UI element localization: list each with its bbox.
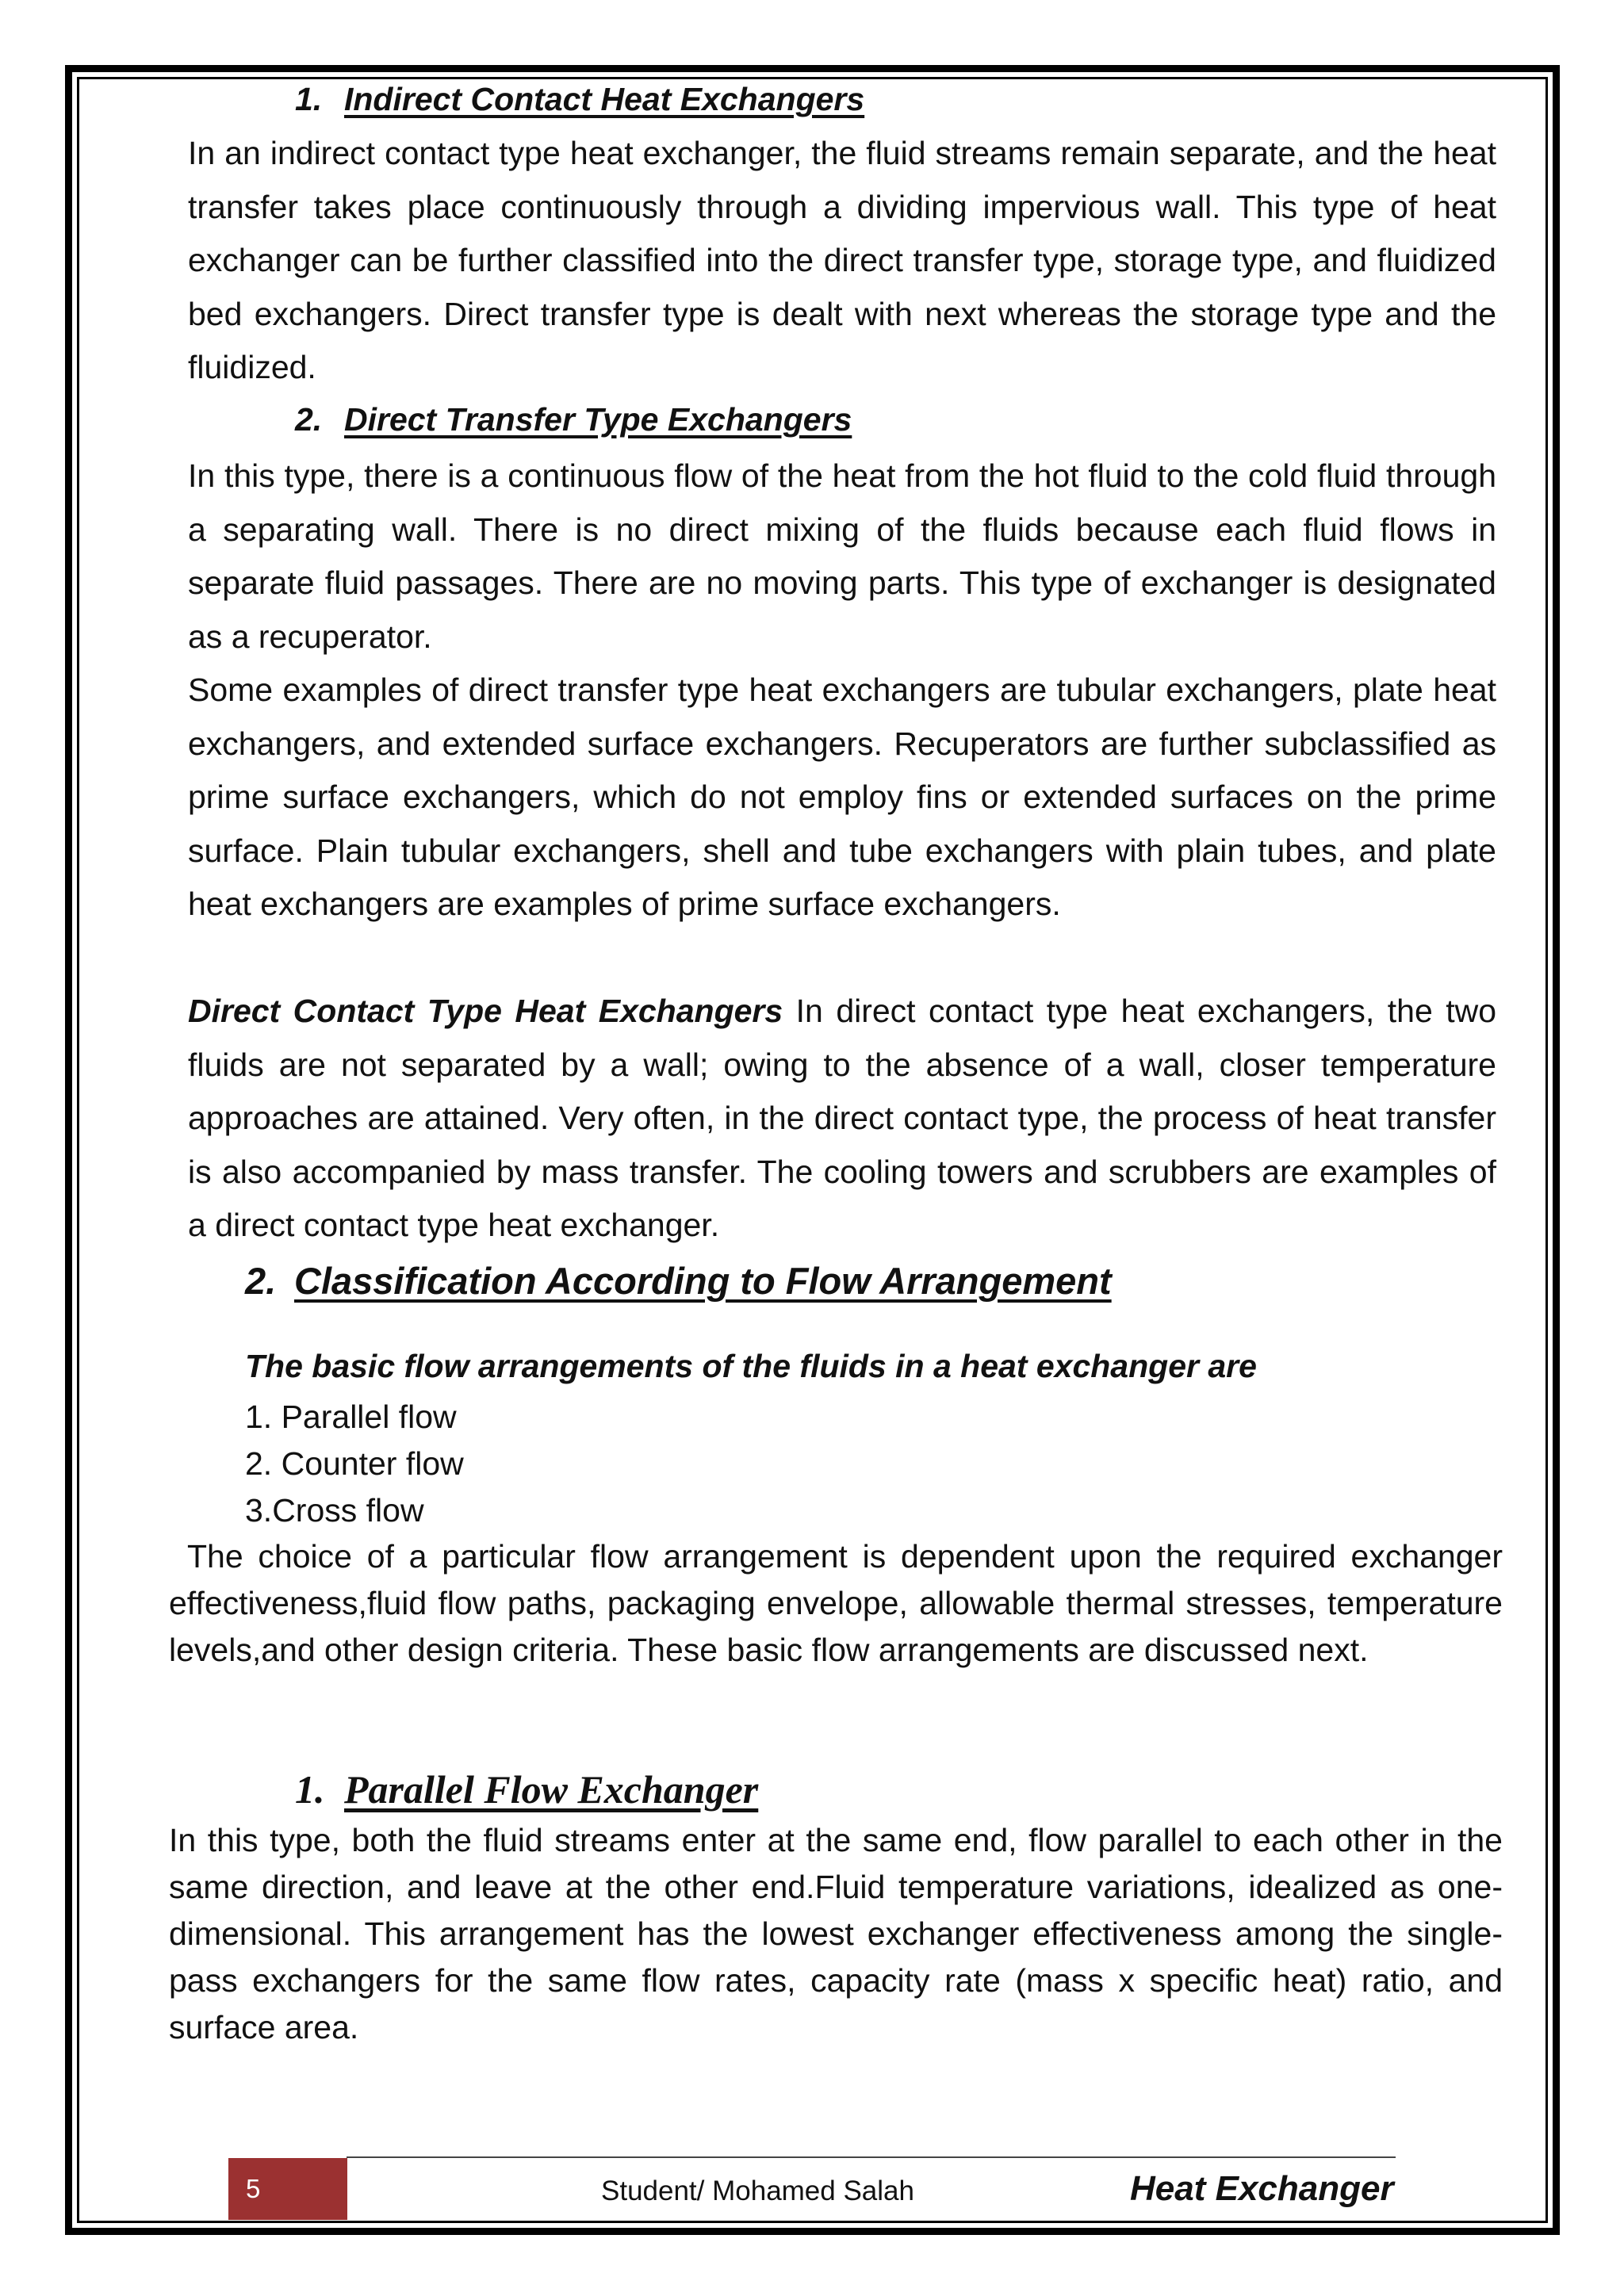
paragraph-direct-contact bbox=[188, 985, 1496, 1253]
heading-parallel-flow bbox=[295, 1766, 758, 1812]
paragraph-direct-transfer: In this type, there is a continuous flow of the heat from the hot fluid to the cold fluid through a separating wall. There is no direct mixing of the fluids because each fluid flows in separate fluid passages. There are no moving parts. This type of exchanger is designated as a recuperator. bbox=[188, 457, 1496, 655]
heading-direct-transfer bbox=[295, 401, 852, 438]
footer-document-title: Heat Exchanger bbox=[1130, 2169, 1394, 2208]
direct-contact-label: Direct Contact Type Heat Exchangers bbox=[188, 993, 783, 1029]
flow-arrangements-list bbox=[245, 1394, 464, 1534]
heading-title: Direct Transfer Type Exchangers bbox=[344, 401, 852, 438]
paragraph-flow-choice: The choice of a particular flow arrangement is dependent upon the required exchanger effectiveness,fluid flow paths, packaging envelope, allowable thermal stresses, temperature levels,and other design criteria. These basic flow arrangements are discussed next. bbox=[169, 1538, 1503, 1668]
heading-number: 1. bbox=[295, 1767, 325, 1812]
footer-divider bbox=[347, 2156, 1396, 2158]
footer-student-name: Student/ Mohamed Salah bbox=[601, 2175, 914, 2206]
page-number: 5 bbox=[228, 2158, 347, 2220]
heading-number: 2. bbox=[245, 1260, 277, 1302]
heading-flow-arrangement bbox=[245, 1259, 1112, 1303]
heading-title: Parallel Flow Exchanger bbox=[344, 1767, 759, 1812]
heading-number: 2. bbox=[295, 401, 323, 438]
direct-contact-text: In direct contact type heat exchangers, the two fluids are not separated by a wall; owing to the absence of a wall, closer temperature approaches are attained. Very often, in the direct contact type, the process of heat transfer is also accompanied by mass transfer. The cooling towers and scrubbers are examples of a direct contact type heat exchanger. bbox=[188, 993, 1497, 1243]
heading-indirect-contact bbox=[295, 81, 864, 118]
paragraph-indirect-contact: In an indirect contact type heat exchanger, the fluid streams remain separate, and the heat transfer takes place continuously through a dividing impervious wall. This type of heat exchanger can be further classified into the direct transfer type, storage type, and fluidized bed exchangers. Direct transfer type is dealt with next whereas the storage type and the fluidized. bbox=[188, 135, 1496, 385]
heading-title: Indirect Contact Heat Exchangers bbox=[344, 81, 865, 117]
heading-title: Classification According to Flow Arrangement bbox=[294, 1260, 1112, 1302]
paragraph-parallel-flow: In this type, both the fluid streams enter at the same end, flow parallel to each other in the same direction, and leave at the other end.Fluid temperature variations, idealized as one-dimensional. This arrangement has the lowest exchanger effectiveness among the single-pass exchangers for the same flow rates, capacity rate (mass x specific heat) ratio, and surface area. bbox=[169, 1822, 1503, 2045]
paragraph-direct-transfer-examples: Some examples of direct transfer type heat exchangers are tubular exchangers, plate heat exchangers, and extended surface exchangers. Recuperators are further subclassified as prime surface exchangers, which do not employ fins or extended surfaces on the prime surface. Plain tubular exchangers, shell and tube exchangers with plain tubes, and plate heat exchangers are examples of prime surface exchangers. bbox=[188, 672, 1496, 922]
list-item: 1. Parallel flow bbox=[245, 1399, 457, 1435]
heading-number: 1. bbox=[295, 81, 323, 117]
list-item: 2. Counter flow bbox=[245, 1445, 464, 1482]
list-item: 3.Cross flow bbox=[245, 1492, 424, 1529]
flow-arrangements-intro: The basic flow arrangements of the fluids in a heat exchanger are bbox=[245, 1348, 1257, 1384]
